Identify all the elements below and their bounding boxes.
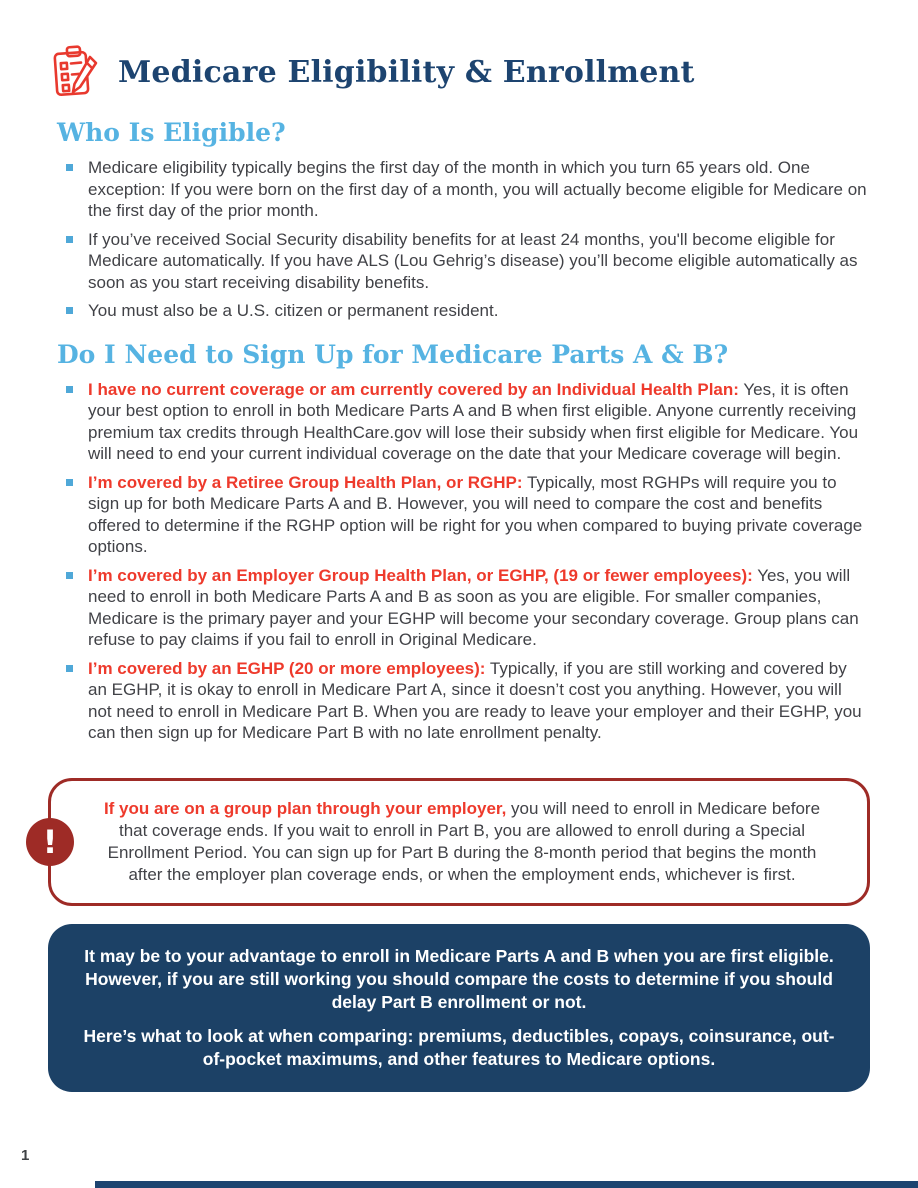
list-item — [88, 379, 870, 465]
clipboard-pencil-icon — [48, 44, 102, 100]
list-item — [88, 658, 870, 744]
exclamation-icon: ! — [26, 818, 74, 866]
document-header — [48, 44, 870, 100]
section-heading-sign-up: Do I Need to Sign Up for Medicare Parts A & B? — [57, 339, 729, 369]
bullet-square-icon — [66, 236, 73, 243]
list-item — [88, 300, 870, 322]
bullet-lead: I’m covered by an EGHP (20 or more employees): — [88, 658, 486, 678]
warning-lead: If you are on a group plan through your employer, — [103, 798, 507, 818]
warning-callout — [42, 778, 870, 906]
list-item — [88, 157, 870, 222]
bullet-square-icon — [66, 479, 73, 486]
bullet-square-icon — [66, 386, 73, 393]
bullet-square-icon — [66, 307, 73, 314]
page-title: Medicare Eligibility & Enrollment — [118, 54, 695, 90]
bullet-square-icon — [66, 164, 73, 171]
bullet-text: Yes, you will need to enroll in both Medicare Parts A and B as soon as you are eligible. For smaller companies, Medicare is the primary payer and your EGHP will become your secondary coverage. Group plans can refuse to pay claims if you fail to enroll in Original Medicare. — [88, 565, 859, 649]
info-paragraph: It may be to your advantage to enroll in Medicare Parts A and B when you are first eligible. However, if you are still working you should compare the costs to determine if you should delay Part B enrollment or not. — [84, 945, 834, 1012]
bullet-square-icon — [66, 665, 73, 672]
section-heading-who-is-eligible: Who Is Eligible? — [57, 118, 286, 147]
sign-up-bullet-list — [88, 379, 870, 744]
bullet-text: Medicare eligibility typically begins the first day of the month in which you turn 65 years old. One exception: If you were born on the first day of a month, you will actually become eligible for Medicare on the first day of the prior month. — [88, 158, 867, 220]
bullet-text: You must also be a U.S. citizen or permanent resident. — [88, 301, 499, 320]
info-paragraph: Here’s what to look at when comparing: premiums, deductibles, copays, coinsurance, out-of-pocket maximums, and other features to Medicare options. — [83, 1025, 835, 1069]
bullet-lead: I’m covered by a Retiree Group Health Plan, or RGHP: — [88, 472, 523, 492]
bullet-text: Typically, if you are still working and covered by an EGHP, it is okay to enroll in Medicare Part A, since it doesn’t cost you anything. However, you will not need to enroll in Medicare Part B. When you are ready to leave your employer and their EGHP, you can then sign up for Medicare Part B with no late enrollment penalty. — [88, 658, 862, 742]
bullet-text: Typically, most RGHPs will require you to sign up for both Medicare Parts A and B. However, you will need to compare the cost and benefits offered to determine if the RGHP option will be right for you when compared to buying private coverage options. — [88, 472, 863, 556]
eligibility-bullet-list — [88, 157, 870, 322]
page-number: 1 — [21, 1147, 30, 1164]
bullet-square-icon — [66, 572, 73, 579]
list-item — [88, 472, 870, 558]
list-item — [88, 229, 870, 294]
info-box — [48, 924, 870, 1092]
bullet-lead: I have no current coverage or am currently covered by an Individual Health Plan: — [88, 379, 739, 399]
bullet-lead: I’m covered by an Employer Group Health Plan, or EGHP, (19 or fewer employees): — [88, 565, 753, 585]
list-item — [88, 565, 870, 651]
warning-text: you will need to enroll in Medicare before that coverage ends. If you wait to enroll in Part B, you are allowed to enroll during a Special Enrollment Period. You can sign up for Part B during the 8-month period that begins the month after the employer plan coverage ends, or when the employment ends, whichever is first. — [107, 798, 821, 884]
bullet-text: Yes, it is often your best option to enroll in both Medicare Parts A and B when first eligible. Anyone currently receiving premium tax credits through HealthCare.gov will lose their subsidy when first eligible for Medicare. You will need to end your current individual coverage on the date that your Medicare coverage will begin. — [88, 379, 859, 463]
bullet-text: If you’ve received Social Security disability benefits for at least 24 months, you'll become eligible for Medicare automatically. If you have ALS (Lou Gehrig’s disease) you’ll become eligible automatically as soon as you start receiving disability benefits. — [88, 229, 858, 292]
footer-accent-bar — [95, 1181, 918, 1188]
